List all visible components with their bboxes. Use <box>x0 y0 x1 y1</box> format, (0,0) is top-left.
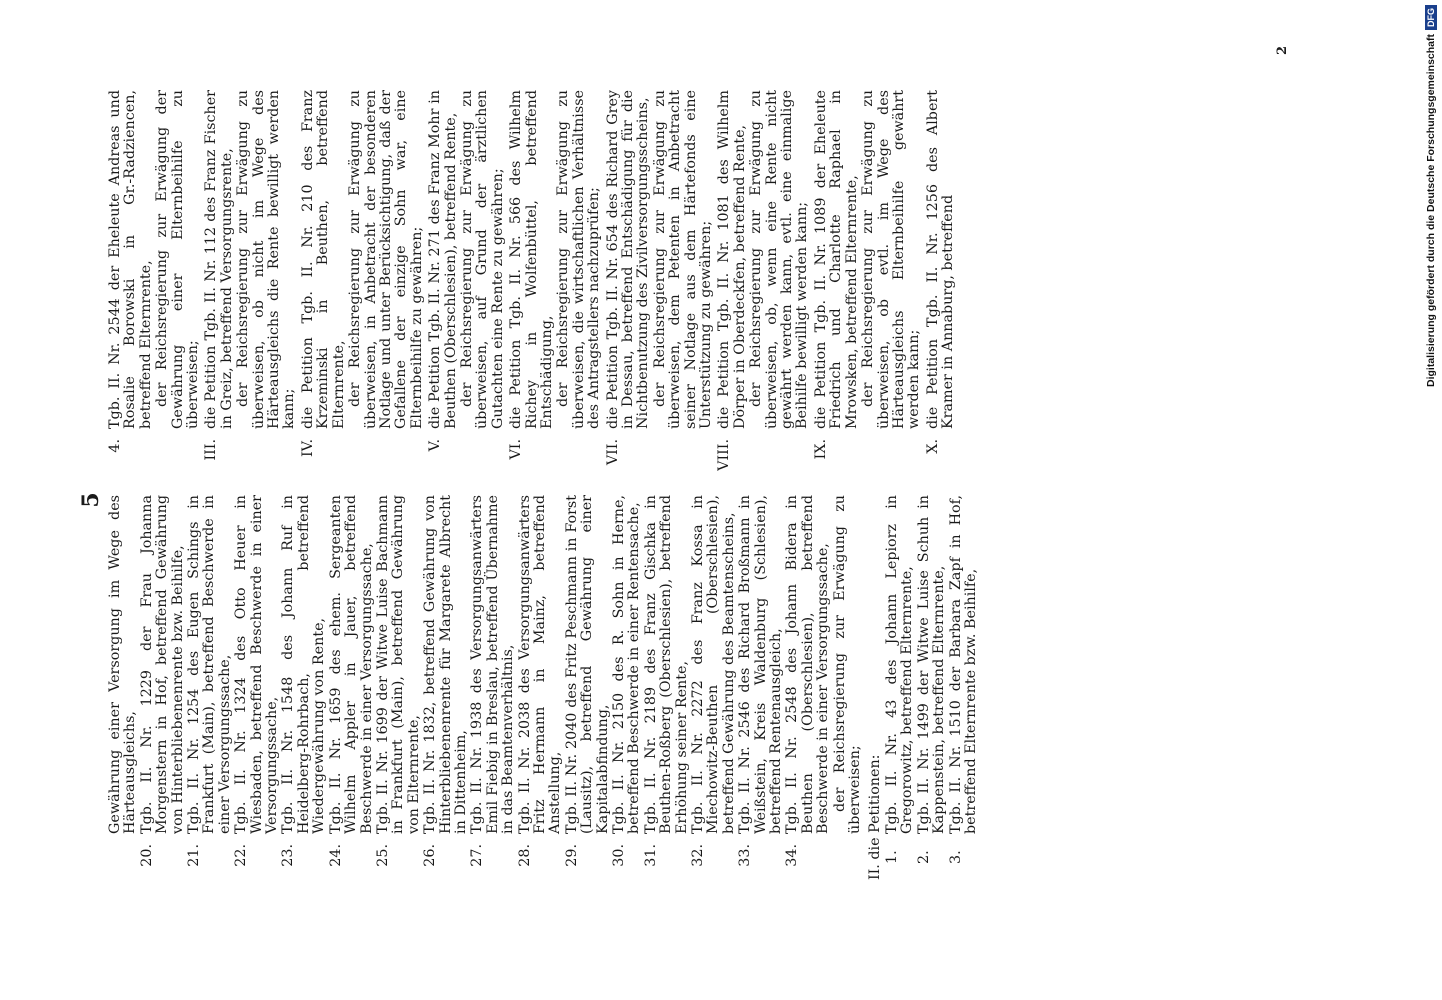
item-number: 26. <box>422 844 439 867</box>
item-text: Tgb. II. Nr. 2040 des Fritz Peschmann in Forst (Lausitz), betreffend Gewährung einer Kapitalabfindung, <box>563 495 611 834</box>
signature-number: 2 <box>1275 45 1290 55</box>
resolution-text: der Reichsregierung zur Erwägung zu überweisen, in Anbetracht der besonderen Notlage und unter Berücksichtigung, daß der Gefallene der einzige Sohn war, eine Elternbeihilfe zu gewähren; <box>347 90 425 429</box>
item-number: 1. <box>883 850 900 864</box>
dfg-logo-icon: DFG <box>1425 5 1437 30</box>
item-text: Tgb. II. Nr. 43 des Johann Lepiorz in Gregorowitz, betreffend Elternrente, <box>883 495 916 834</box>
item-text: Tgb. II. Nr. 1229 der Frau Johanna Morgenstern in Hof, betreffend Gewährung von Hinterbliebenenrente bzw. Beihilfe, <box>138 495 186 834</box>
right-section-list <box>204 90 956 475</box>
roman-numeral: III. <box>203 439 220 461</box>
list-item <box>785 495 831 880</box>
list-item <box>691 495 737 880</box>
item-number: 34. <box>784 844 801 867</box>
list-item <box>644 495 690 880</box>
item-text: Tgb. II. Nr. 1938 des Versorgungsanwärters Emil Fiebig in Breslau, betreffend Übernahme in das Beamtenverhältnis, <box>469 495 517 834</box>
roman-numeral: IV. <box>299 439 316 458</box>
item-text: die Petition Tgb. II. Nr. 1089 der Eheleute Friedrich und Charlotte Raphael in Mrowsken, betreffend Elternrente, <box>812 90 860 429</box>
item-text: die Petition Tgb. II. Nr. 654 des Richard Grey in Dessau, betreffend Entschädigung für die Nichtbenutzung des Zivilversorgungsscheins, <box>604 90 652 429</box>
item-number: 24. <box>327 844 344 867</box>
item-number: 23. <box>280 844 297 867</box>
roman-numeral: VIII. <box>716 439 733 471</box>
item-text: Tgb. II. Nr. 2272 des Franz Kossa in Miechowitz-Beuthen (Oberschlesien), betreffend Gewährung des Beamtenscheins, <box>690 495 737 834</box>
right-column <box>108 90 958 475</box>
list-item <box>565 495 611 880</box>
list-item <box>329 495 375 880</box>
resolution-text: der Reichsregierung zur Erwägung der Gewährung einer Elternbeihilfe zu überweisen; <box>154 90 202 429</box>
item-text: Tgb. II. Nr. 1499 der Witwe Luise Schuh in Kappenstein, betreffend Elternrente, <box>915 495 948 834</box>
roman-numeral: VI. <box>508 439 525 460</box>
item-text: Tgb. II. Nr. 1510 der Barbara Zapf in Hof, betreffend Elternrente bzw. Beihilfe, <box>947 495 979 834</box>
resolution-text: der Reichsregierung zur Erwägung zu überweisen, ob evtl. im Wege des Härteausgleichs Elternbeihilfe gewährt werden kann; <box>860 90 923 429</box>
item-text: Tgb. II. Nr. 1324 des Otto Heuer in Wiesbaden, betreffend Beschwerde in einer Versorgungssache, <box>233 495 281 834</box>
petition-item <box>509 90 555 475</box>
item-text: Tgb. II. Nr. 2038 des Versorgungsanwärters Fritz Hermann in Mainz, betreffend Anstellung, <box>516 495 564 834</box>
funding-note: Digitalisierung gefördert durch die Deutsche Forschungsgemeinschaft <box>1425 34 1437 387</box>
item-text: Tgb. II. Nr. 1832, betreffend Gewährung von Hinterbliebenenrente für Margarete Albrecht in Dittenheim, <box>422 495 469 834</box>
item-text: die Petition Tgb. II. Nr. 566 des Wilhelm Richey in Wolfenbüttel, betreffend Entschädigung, <box>508 90 555 429</box>
list-item <box>234 495 280 880</box>
petition-item <box>301 90 347 475</box>
item-text: Tgb. II. Nr. 2548 des Johann Bidera in Beuthen (Oberschlesien), betreffend Beschwerde in einer Versorgungssache, <box>784 495 832 834</box>
sidebar <box>1420 5 1442 995</box>
item-text: die Petition Tgb. II. Nr. 271 des Franz Mohr in Beuthen (Oberschlesien), betreffend Rente, <box>427 90 459 429</box>
item-text: die Petition Tgb. II. Nr. 112 des Franz Fischer in Greiz, betreffend Versorgungsrente, <box>203 90 235 429</box>
petition-item <box>606 90 652 475</box>
item-text: Tgb. II. Nr. 1659 des ehem. Sergeanten Wilhelm Appler in Jauer, betreffend Beschwerde in einer Versorgungssache, <box>327 495 375 834</box>
roman-numeral: VII. <box>604 439 621 466</box>
list-item <box>612 495 643 880</box>
list-item <box>738 495 784 880</box>
roman-numeral: V. <box>427 439 444 452</box>
petition-item <box>814 90 860 475</box>
petition-item <box>926 90 957 475</box>
item-text: die Petition Tgb. II. Nr. 1081 des Wilhelm Dörper in Oberdeckfen, betreffend Rente, <box>716 90 748 429</box>
list-item <box>108 90 154 475</box>
item-text: Tgb. II. Nr. 2544 der Eheleute Andreas und Rosalie Borowski in Gr.-Radziencen, betreffend Elternrente, <box>107 90 154 429</box>
roman-numeral: IX. <box>812 439 829 460</box>
list-item <box>281 495 327 880</box>
item-number: 4. <box>107 439 123 453</box>
left-item-list <box>140 495 832 880</box>
list-item <box>470 495 516 880</box>
list-item <box>917 495 948 880</box>
list-item <box>885 495 916 880</box>
resolution-text: der Reichsregierung zur Erwägung zu überweisen, ob nicht im Wege des Härteausgleichs die Rente bewilligt werden kann; <box>235 90 298 429</box>
left-column <box>108 495 980 880</box>
item-number: 20. <box>138 844 155 867</box>
item-number: 3. <box>947 850 964 864</box>
roman-numeral: X. <box>924 439 941 454</box>
item-text: Tgb. II. Nr. 1254 des Eugen Schings in Frankfurt (Main), betreffend Beschwerde in einer Versorgungssache, <box>186 495 233 834</box>
item-text: die Petition Tgb. II. Nr. 210 des Franz Krzeminski in Beuthen, betreffend Elternrente, <box>299 90 347 429</box>
resolution-text: der Reichsregierung zur Erwägung zu überweisen, auf Grund der ärztlichen Gutachten eine Rente zu gewähren; <box>458 90 506 429</box>
list-item <box>376 495 422 880</box>
list-item <box>423 495 469 880</box>
petition-item <box>204 90 235 475</box>
petition-item <box>428 90 459 475</box>
section-heading: II. die Petitionen: <box>866 754 883 880</box>
petition-item <box>717 90 748 475</box>
item-number: 31. <box>642 844 659 867</box>
item-number: 29. <box>563 844 580 867</box>
list-item <box>140 495 186 880</box>
item-number: 21. <box>186 844 203 867</box>
resolution-text: der Reichsregierung zur Erwägung zu überweisen, die wirtschaftlichen Verhältnisse des Antragstellers nachzuprüfen; <box>555 90 603 429</box>
item-number: 2. <box>915 850 932 864</box>
item-number: 22. <box>233 844 250 867</box>
item-text: Tgb. II. Nr. 1548 des Johann Ruf in Heidelberg-Rohrbach, betreffend Wiedergewährung von Rente, <box>280 495 328 834</box>
item-text: die Petition Tgb. II. Nr. 1256 des Albert Kramer in Annaburg, betreffend <box>924 90 957 429</box>
item-text: Tgb. II. Nr. 2546 des Richard Broßmann in Weißstein, Kreis Waldenburg (Schlesien), betreffend Rentenausgleich, <box>737 495 785 834</box>
page-number: 5 <box>78 492 104 508</box>
intro-text: Gewährung einer Versorgung im Wege des Härteausgleichs, <box>107 495 139 834</box>
list-item <box>949 495 980 880</box>
item-text: Tgb. II. Nr. 2150 des R. Sohn in Herne, betreffend Beschwerde in einer Rentensache, <box>611 495 643 834</box>
item-number: 32. <box>690 844 707 867</box>
list-item <box>518 495 564 880</box>
resolution-text: der Reichsregierung zur Erwägung zu überweisen, dem Petenten in Anbetracht seiner Notlage aus dem Härtefonds eine Unterstützung zu gewähren; <box>651 90 715 429</box>
item-number: 28. <box>516 844 533 867</box>
list-item <box>187 495 233 880</box>
resolution-text: der Reichsregierung zur Erwägung zu überweisen, ob, wenn eine Rente nicht gewährt werden kann, evtl. eine einmalige Beihilfe bewilligt werden kann; <box>748 90 811 429</box>
item-number: 27. <box>469 844 486 867</box>
item-text: Tgb. II. Nr. 1699 der Witwe Luise Bachmann in Frankfurt (Main), betreffend Gewährung von Elternrente, <box>374 495 422 834</box>
item-text: Tgb. II. Nr. 2189 des Franz Gischka in Beuthen-Roßberg (Oberschlesien), betreffend Erhöhung seiner Rente, <box>642 495 690 834</box>
resolution-text: der Reichsregierung zur Erwägung zu überweisen; <box>831 495 864 834</box>
left-subitem-list <box>885 495 979 880</box>
item-number: 25. <box>374 844 391 867</box>
item-number: 33. <box>737 844 754 867</box>
item-number: 30. <box>611 844 627 867</box>
